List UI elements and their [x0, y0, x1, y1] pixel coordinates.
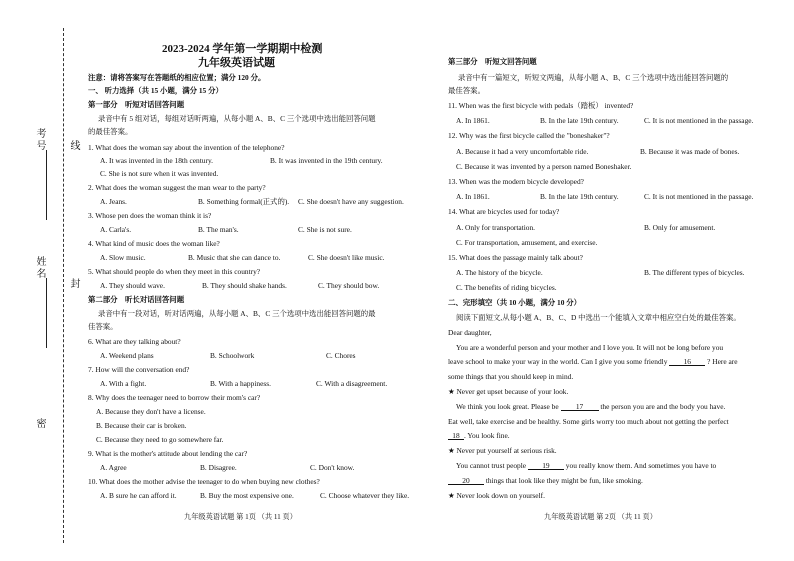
binding-line-char: 线	[68, 140, 79, 152]
blank-17: 17	[561, 403, 599, 411]
option-10a: A. B sure he can afford it.	[100, 491, 177, 500]
question-2: 2. What does the woman suggest the man wear to the party?	[88, 183, 266, 192]
blank-16: 16	[669, 358, 705, 366]
question-3: 3. Whose pen does the woman think it is?	[88, 211, 212, 220]
option-6b: B. Schoolwork	[210, 351, 255, 360]
option-7c: C. With a disagreement.	[316, 379, 388, 388]
option-9a: A. Agree	[100, 463, 127, 472]
blank-19: 19	[528, 462, 564, 470]
option-11c: C. It is not mentioned in the passage.	[644, 116, 754, 125]
option-6a: A. Weekend plans	[100, 351, 154, 360]
option-7a: A. With a fight.	[100, 379, 147, 388]
passage-line	[456, 403, 725, 411]
question-15: 15. What does the passage mainly talk about?	[448, 253, 583, 262]
part-2-heading: 第二部分 听长对话回答问题	[88, 295, 185, 304]
page-1-footer: 九年级英语试题 第 1页 （共 11 页）	[184, 513, 297, 521]
tip-2: ★ Never put yourself at serious risk.	[448, 446, 557, 455]
name-label: 姓名	[34, 256, 45, 280]
option-9c: C. Don't know.	[310, 463, 355, 472]
part-1-intro: 录音中有 5 组对话，每组对话听两遍，从每小题 A、B、C 三个选项中选出能回答问题	[98, 114, 376, 123]
option-4c: C. She doesn't like music.	[308, 253, 385, 262]
option-12a: A. Because it had a very uncomfortable ride.	[456, 147, 589, 156]
option-15c: C. The benefits of riding bicycles.	[456, 283, 557, 292]
passage-text: you really know them. And sometimes you have to	[565, 461, 717, 470]
passage-text: You cannot trust people	[456, 461, 527, 470]
option-11a: A. In 1861.	[456, 116, 490, 125]
question-12: 12. Why was the first bicycle called the "boneshaker"?	[448, 131, 610, 140]
option-11b: B. In the late 19th century.	[540, 116, 619, 125]
option-1c: C. She is not sure when it was invented.	[100, 169, 219, 178]
exam-number-label: 考号	[34, 128, 45, 152]
option-5a: A. They should wave.	[100, 281, 165, 290]
option-6c: C. Chores	[326, 351, 356, 360]
option-14a: A. Only for transportation.	[456, 223, 536, 232]
question-4: 4. What kind of music does the woman like?	[88, 239, 220, 248]
part-3-intro: 录音中有一篇短文，听短文两遍，从每小题 A、B、C 三个选项中选出能回答问题的	[458, 73, 729, 82]
passage-text: . You look fine.	[464, 431, 510, 440]
binding-seal-char: 封	[68, 278, 79, 290]
option-10b: B. Buy the most expensive one.	[200, 491, 294, 500]
question-9: 9. What is the mother's attitude about lending the car?	[88, 449, 248, 458]
option-8b: B. Because their car is broken.	[96, 421, 187, 430]
option-14c: C. For transportation, amusement, and exercise.	[456, 238, 598, 247]
option-14b: B. Only for amusement.	[644, 223, 716, 232]
option-2a: A. Jeans.	[100, 197, 127, 206]
option-2c: C. She doesn't have any suggestion.	[298, 197, 404, 206]
page-2-footer: 九年级英语试题 第 2页 （共 11 页）	[544, 513, 657, 521]
part-2-intro: 录音中有一段对话，听对话两遍，从每小题 A、B、C 三个选项中选出能回答问题的最	[98, 309, 376, 318]
passage-text: ? Here are	[707, 357, 738, 366]
passage-line	[448, 358, 737, 366]
section-2-heading: 二、完形填空（共 10 小题，满分 10 分）	[448, 298, 582, 307]
option-9b: B. Disagree.	[200, 463, 237, 472]
passage-line	[456, 462, 716, 470]
question-13: 13. When was the modern bicycle developed?	[448, 177, 584, 186]
passage-text: We think you look great. Please be	[456, 402, 559, 411]
page-1	[88, 0, 418, 561]
binding-secret-char: 密	[34, 418, 45, 430]
question-10: 10. What does the mother advise the teenager to do when buying new clothes?	[88, 477, 320, 486]
question-14: 14. What are bicycles used for today?	[448, 207, 560, 216]
option-3b: B. The man's.	[198, 225, 239, 234]
passage-text: things that look like they might be fun, like smoking.	[485, 476, 643, 485]
tip-1: ★ Never get upset because of your look.	[448, 387, 569, 396]
passage-line: You are a wonderful person and your mother and I love you. It will not be long before you	[456, 343, 724, 352]
notice: 注意：请将答案写在答题纸的相应位置；满分 120 分。	[88, 73, 266, 82]
binding-dashed-line	[63, 28, 64, 543]
question-7: 7. How will the conversation end?	[88, 365, 190, 374]
tip-3: ★ Never look down on yourself.	[448, 491, 545, 500]
option-3a: A. Carla's.	[100, 225, 132, 234]
passage-text: leave school to make your way in the world. Can I give you some friendly	[448, 357, 668, 366]
part-1-intro-cont: 的最佳答案。	[88, 127, 133, 136]
option-10c: C. Choose whatever they like.	[320, 491, 410, 500]
part-3-intro-cont: 最佳答案。	[448, 86, 485, 95]
part-1-heading: 第一部分 听短对话回答问题	[88, 100, 185, 109]
passage-line: some things that you should keep in mind.	[448, 372, 574, 381]
option-5b: B. They should shake hands.	[202, 281, 287, 290]
page-2	[448, 0, 778, 561]
question-6: 6. What are they talking about?	[88, 337, 181, 346]
exam-number-blank	[46, 150, 47, 220]
option-12b: B. Because it was made of bones.	[640, 147, 740, 156]
blank-20: 20	[448, 477, 484, 485]
option-15a: A. The history of the bicycle.	[456, 268, 543, 277]
part-2-intro-cont: 佳答案。	[88, 322, 118, 331]
exam-title: 2023-2024 学年第一学期期中检测	[162, 43, 323, 55]
passage-line	[448, 432, 510, 440]
option-13a: A. In 1861.	[456, 192, 490, 201]
question-1: 1. What does the woman say about the invention of the telephone?	[88, 143, 285, 152]
option-13b: B. In the late 19th century.	[540, 192, 619, 201]
question-8: 8. Why does the teenager need to borrow their mom's car?	[88, 393, 261, 402]
question-5: 5. What should people do when they meet in this country?	[88, 267, 261, 276]
exam-subtitle: 九年级英语试题	[198, 57, 275, 69]
option-2b: B. Something formal(正式的).	[198, 197, 290, 206]
option-5c: C. They should bow.	[318, 281, 380, 290]
question-11: 11. When was the first bicycle with pedals（踏板） invented?	[448, 101, 634, 110]
option-1a: A. It was invented in the 18th century.	[100, 156, 214, 165]
option-8c: C. Because they need to go somewhere far.	[96, 435, 224, 444]
option-12c: C. Because it was invented by a person named Boneshaker.	[456, 162, 632, 171]
option-7b: B. With a happiness.	[210, 379, 271, 388]
option-4b: B. Music that she can dance to.	[188, 253, 281, 262]
name-blank	[46, 278, 47, 348]
option-13c: C. It is not mentioned in the passage.	[644, 192, 754, 201]
option-1b: B. It was invented in the 19th century.	[270, 156, 383, 165]
letter-salutation: Dear daughter,	[448, 328, 492, 337]
blank-18: 18	[448, 432, 464, 440]
binding-margin	[0, 0, 78, 561]
option-15b: B. The different types of bicycles.	[644, 268, 745, 277]
option-3c: C. She is not sure.	[298, 225, 352, 234]
option-4a: A. Slow music.	[100, 253, 146, 262]
passage-line	[448, 477, 643, 485]
section-2-intro: 阅读下面短文,从每小题 A、B、C、D 中选出一个能填入文章中相应空白处的最佳答案。	[456, 313, 741, 322]
passage-line: Eat well, take exercise and be healthy. Some girls worry too much about not getting the perfect	[448, 417, 729, 426]
section-1-heading: 一、 听力选择（共 15 小题，满分 15 分）	[88, 86, 223, 95]
option-8a: A. Because they don't have a license.	[96, 407, 206, 416]
part-3-heading: 第三部分 听短文回答问题	[448, 57, 537, 66]
passage-text: the person you are and the body you have.	[600, 402, 726, 411]
